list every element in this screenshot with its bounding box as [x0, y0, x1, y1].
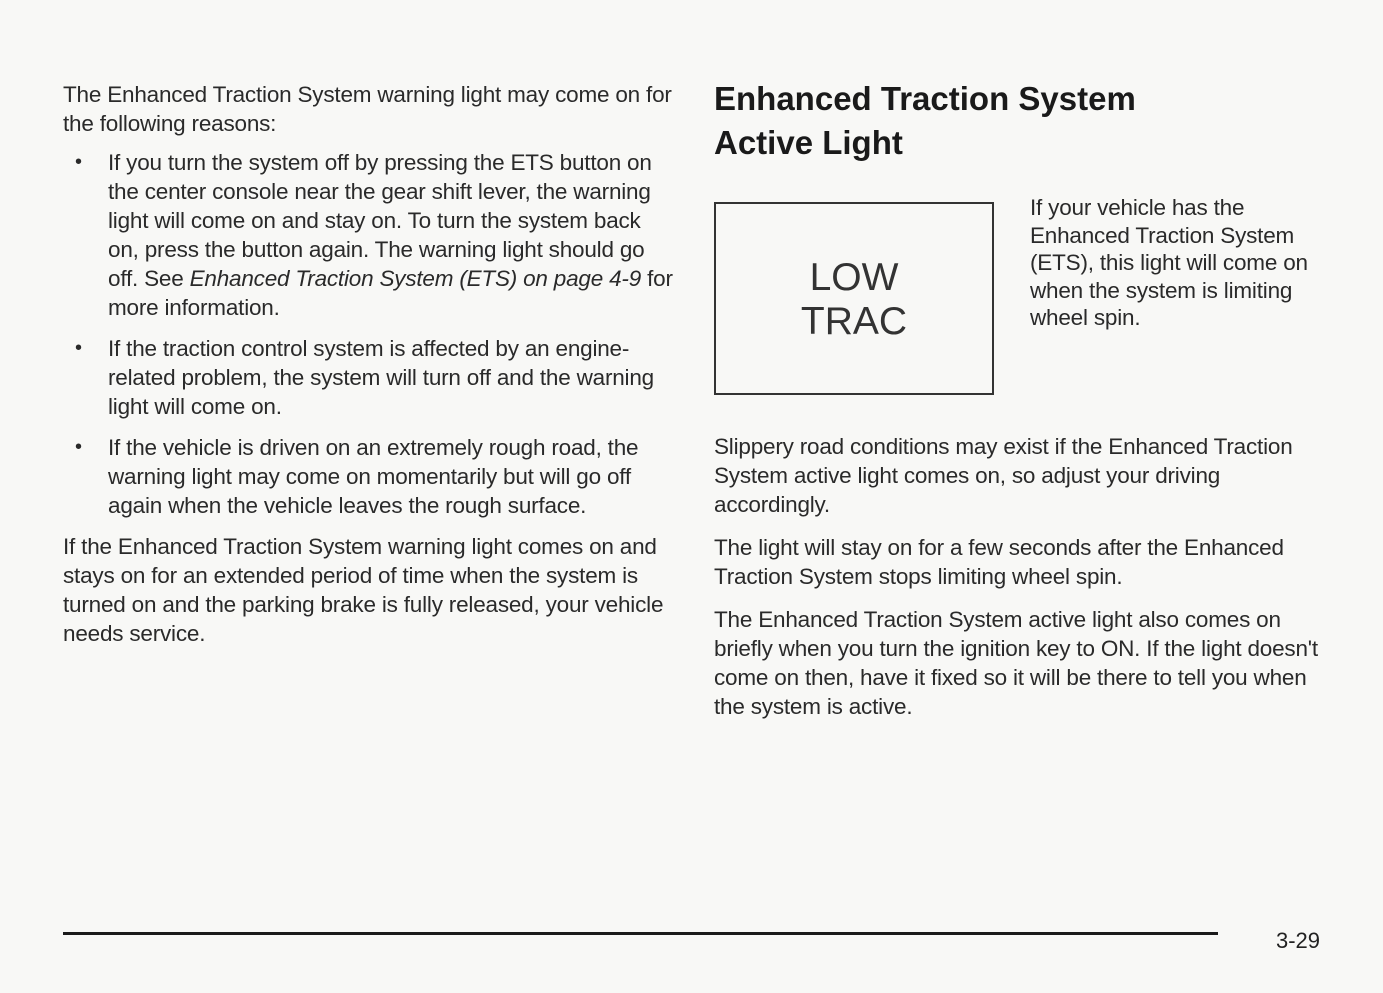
- paragraph: The Enhanced Traction System active light also comes on briefly when you turn the ignition key to ON. If the light doesn't come on then, have it fixed so it will be there to tell you when the system is active.: [714, 607, 1318, 719]
- list-item: [63, 148, 673, 322]
- heading-line-2: Active Light: [714, 124, 903, 161]
- indicator-text: [716, 256, 992, 344]
- right-column-text: [714, 432, 1329, 735]
- bullet-text-after: for more information.: [108, 266, 673, 320]
- list-item: [63, 433, 673, 520]
- bullet-icon: •: [75, 151, 82, 173]
- intro-paragraph: The Enhanced Traction System warning light may come on for the following reasons:: [63, 82, 672, 136]
- indicator-line-1: LOW: [809, 256, 899, 299]
- closing-paragraph: If the Enhanced Traction System warning light comes on and stays on for an extended period of time when the system is turned on and the parking brake is fully released, your vehicle needs service.: [63, 534, 664, 646]
- reasons-list: [63, 148, 673, 520]
- page-number: 3-29: [1276, 928, 1321, 953]
- bullet-text: If the traction control system is affected by an engine-related problem, the system will turn off and the warning light will come on.: [108, 336, 654, 419]
- indicator-description: If your vehicle has the Enhanced Traction System (ETS), this light will come on when the system is limiting wheel spin.: [1030, 195, 1308, 330]
- paragraph: The light will stay on for a few seconds after the Enhanced Traction System stops limiting wheel spin.: [714, 535, 1284, 589]
- indicator-line-2: TRAC: [800, 300, 908, 343]
- bullet-text: If you turn the system off by pressing the ETS button on the center console near the gear shift lever, the warning light will come on and stay on. To turn the system back on, press the button again. The warning light should go off. See: [108, 150, 652, 291]
- paragraph: Slippery road conditions may exist if the Enhanced Traction System active light comes on, so adjust your driving accordingly.: [714, 434, 1293, 517]
- bullet-icon: •: [75, 337, 82, 359]
- cross-reference-link[interactable]: Enhanced Traction System (ETS) on page 4-9: [189, 266, 642, 291]
- bullet-icon: •: [75, 436, 82, 458]
- list-item: [63, 334, 673, 421]
- left-column: [63, 80, 673, 648]
- section-heading: [714, 77, 1314, 165]
- heading-line-1: Enhanced Traction System: [714, 80, 1136, 117]
- footer-divider: [63, 932, 1218, 935]
- low-trac-indicator-icon: [714, 202, 994, 395]
- bullet-text: If the vehicle is driven on an extremely rough road, the warning light may come on momentarily but will go off again when the vehicle leaves the rough surface.: [108, 435, 639, 518]
